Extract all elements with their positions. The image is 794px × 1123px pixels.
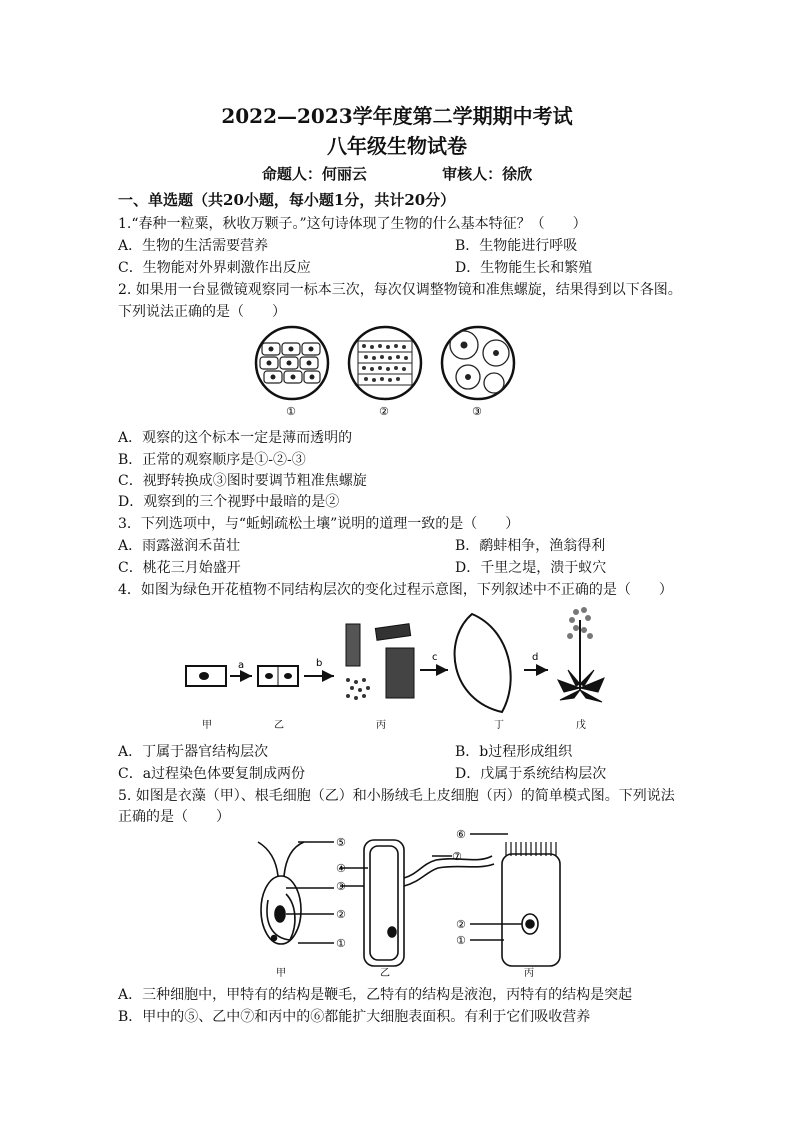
tissues-bing xyxy=(346,624,414,700)
q3-stem: 3．下列选项中，与“蚯蚓疏松土壤”说明的道理一致的是（ ） xyxy=(118,516,520,532)
q5-stem-line2: 正确的是（ ） xyxy=(118,809,230,825)
q3-option-b: B．鹬蚌相争，渔翁得利 xyxy=(455,538,606,554)
q1-option-d: D．生物能生长和繁殖 xyxy=(455,260,593,276)
arrow-label-b: b xyxy=(316,658,323,669)
cell-chlamydomonas xyxy=(258,842,334,944)
q5-stem-line1: 5. 如图是衣藻（甲）、根毛细胞（乙）和小肠绒毛上皮细胞（丙）的简单模式图。下列说法 xyxy=(118,788,675,804)
fig-label-wu: 戊 xyxy=(576,720,586,731)
fig-label-yi-5: 乙 xyxy=(380,968,390,978)
q2-option-b: B．正常的观察顺序是①-②-③ xyxy=(118,452,306,468)
q2-option-c: C．视野转换成③图时要调节粗准焦螺旋 xyxy=(118,473,367,489)
field-3 xyxy=(442,327,514,399)
arrow-label-a: a xyxy=(238,660,245,671)
label-7-mid: ⑦ xyxy=(452,850,462,863)
reviewer-name: 审核人：徐欣 xyxy=(442,165,533,183)
label-2-right: ② xyxy=(456,918,466,931)
q2-stem-line2: 下列说法正确的是（ ） xyxy=(118,304,286,320)
label-2-left: ② xyxy=(336,908,346,921)
label-4-left: ④ xyxy=(336,862,346,875)
field-label-1: ① xyxy=(286,405,296,418)
q2-option-d: D．观察到的三个视野中最暗的是② xyxy=(118,494,340,510)
plant-levels-figure xyxy=(180,600,620,732)
exam-subtitle: 八年级生物试卷 xyxy=(327,134,467,158)
q1-stem: 1.“春种一粒粟，秋收万颗子。”这句诗体现了生物的什么基本特征？（ ） xyxy=(118,216,587,232)
fig-label-bing: 丙 xyxy=(376,720,386,731)
arrow-label-d: d xyxy=(532,652,539,663)
fig-label-yi: 乙 xyxy=(274,720,284,731)
plant-wu xyxy=(558,607,604,702)
cell-jia xyxy=(186,666,226,686)
section-heading: 一、单选题（共20小题，每小题1分，共计20分） xyxy=(118,191,456,209)
field-label-3: ③ xyxy=(472,405,482,418)
q5-option-b: B．甲中的⑤、乙中⑦和丙中的⑥都能扩大细胞表面积。有利于它们吸收营养 xyxy=(118,1009,591,1025)
field-label-2: ② xyxy=(379,405,389,418)
q1-option-b: B．生物能进行呼吸 xyxy=(455,238,578,254)
cell-root-hair xyxy=(340,840,494,966)
q3-option-c: C．桃花三月始盛开 xyxy=(118,560,241,576)
q3-option-a: A．雨露滋润禾苗壮 xyxy=(118,538,241,554)
three-cells-figure xyxy=(238,828,568,978)
fig-label-jia-5: 甲 xyxy=(276,968,286,978)
q4-stem: 4．如图为绿色开花植物不同结构层次的变化过程示意图，下列叙述中不正确的是（ ） xyxy=(118,582,673,598)
label-1-left: ① xyxy=(336,937,346,950)
exam-title: 2022—2023学年度第二学期期中考试 xyxy=(221,104,573,128)
fig-label-jia: 甲 xyxy=(202,720,212,731)
q4-option-a: A．丁属于器官结构层次 xyxy=(118,744,269,760)
author-line xyxy=(0,163,794,184)
q4-option-b: B．b过程形成组织 xyxy=(455,744,573,760)
q4-option-c: C．a过程染色体要复制成两份 xyxy=(118,766,306,782)
field-2 xyxy=(349,327,421,399)
q1-option-c: C．生物能对外界刺激作出反应 xyxy=(118,260,311,276)
author-name: 命题人：何丽云 xyxy=(261,165,367,183)
fig-label-ding: 丁 xyxy=(494,720,504,731)
arrow-label-c: c xyxy=(432,652,438,663)
field-1 xyxy=(256,327,328,399)
fig-label-bing-5: 丙 xyxy=(524,968,534,978)
cell-epithelial xyxy=(470,834,560,966)
q4-option-d: D．戊属于系统结构层次 xyxy=(455,766,607,782)
q2-option-a: A．观察的这个标本一定是薄而透明的 xyxy=(118,430,353,446)
label-5-left: ⑤ xyxy=(336,836,346,849)
cell-yi xyxy=(258,666,298,686)
q1-option-a: A．生物的生活需要营养 xyxy=(118,238,269,254)
q5-option-a: A．三种细胞中，甲特有的结构是鞭毛，乙特有的结构是液泡，丙特有的结构是突起 xyxy=(118,987,633,1003)
q2-stem-line1: 2. 如果用一台显微镜观察同一标本三次，每次仅调整物镜和准焦螺旋，结果得到以下各图。 xyxy=(118,282,682,298)
microscope-fields-figure xyxy=(250,325,520,420)
q3-option-d: D．千里之堤，溃于蚁穴 xyxy=(455,560,607,576)
leaf-ding xyxy=(455,614,511,712)
label-1-right: ① xyxy=(456,934,466,947)
label-6-right: ⑥ xyxy=(456,828,466,841)
label-3-left: ③ xyxy=(336,880,346,893)
